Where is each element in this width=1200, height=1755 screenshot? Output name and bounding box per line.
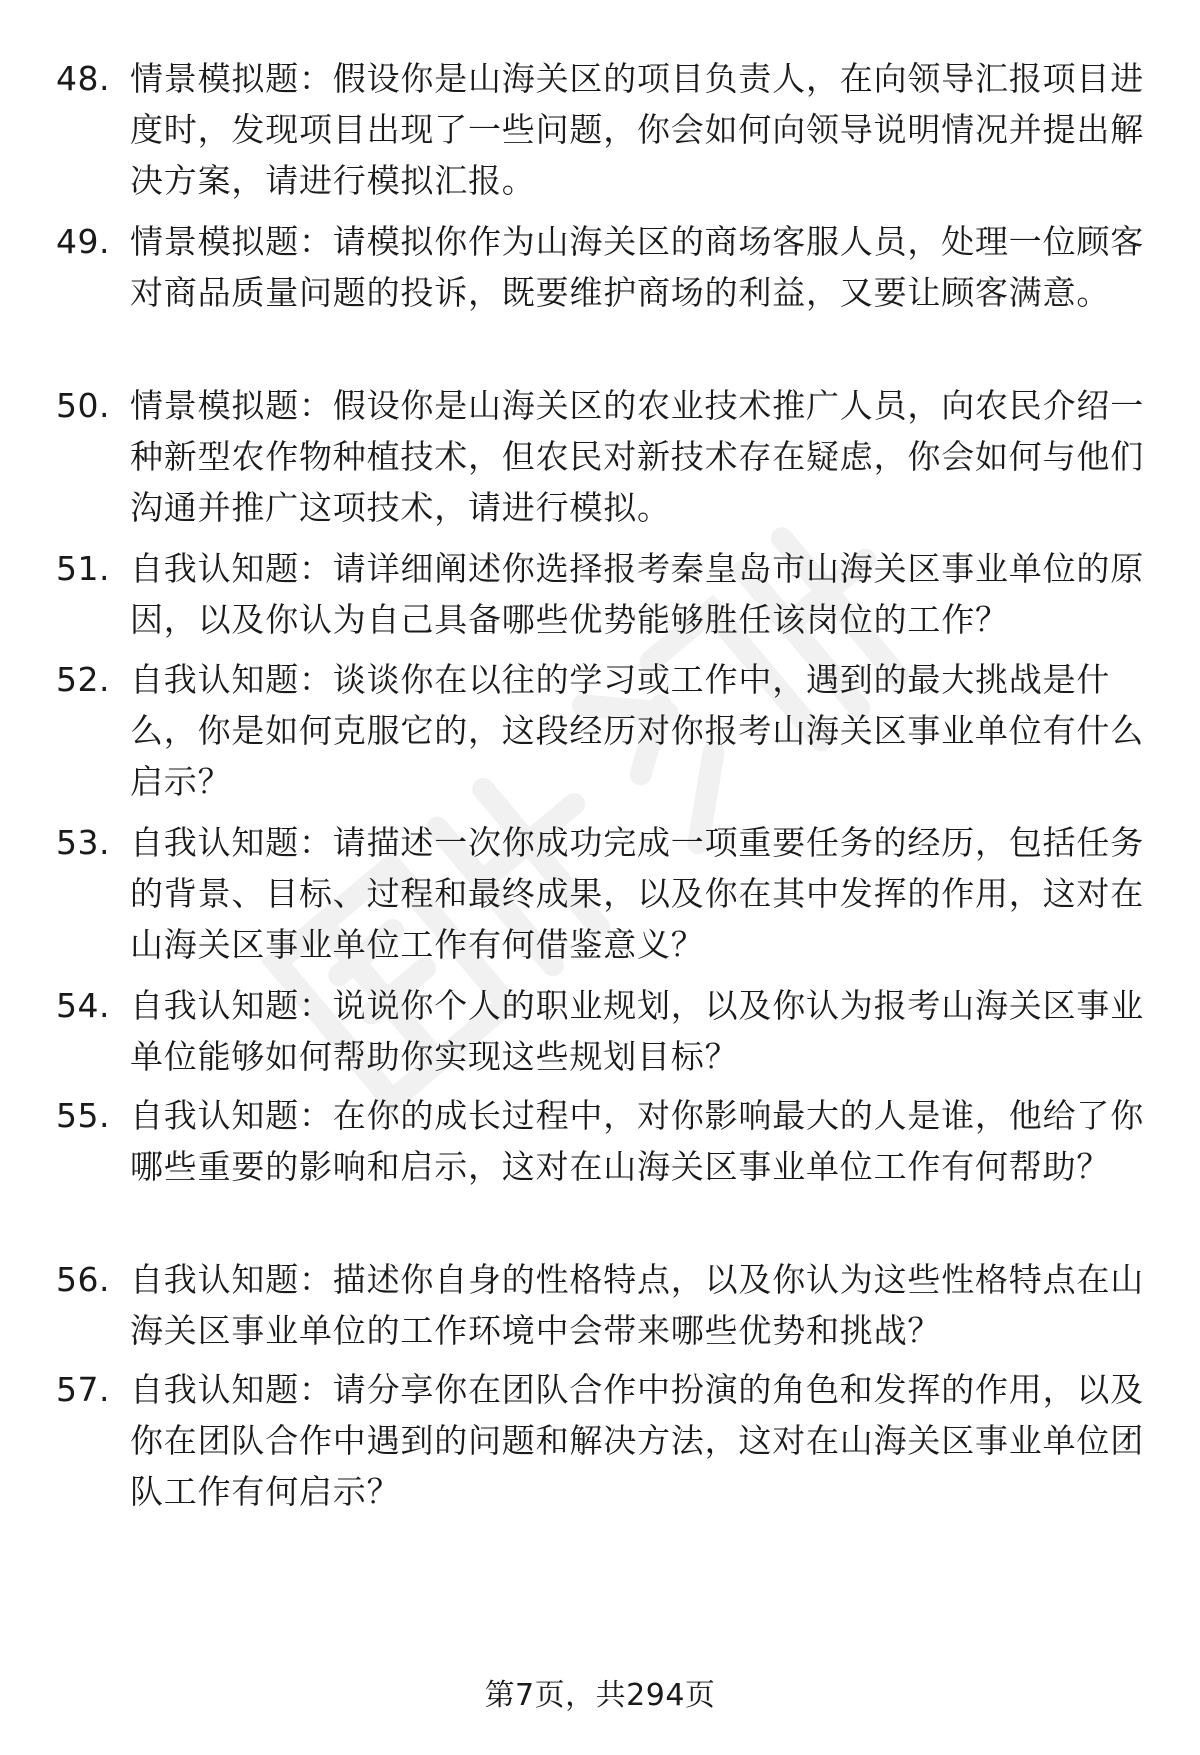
question-number: 57. [56,1370,110,1409]
question-text: 自我认知题：在你的成长过程中，对你影响最大的人是谁，他给了你哪些重要的影响和启示，这对在山海关区事业单位工作有何帮助？ [130,1096,1144,1186]
question-number: 50. [56,386,110,425]
page-number: 第7页，共294页 [484,1678,716,1713]
question-text: 自我认知题：请详细阐述你选择报考秦皇岛市山海关区事业单位的原因，以及你认为自己具备哪些优势能够胜任该岗位的工作？ [130,549,1144,639]
question-number: 51. [56,549,110,588]
question-number: 56. [56,1260,110,1299]
question-text: 自我认知题：请描述一次你成功完成一项重要任务的经历，包括任务的背景、目标、过程和最终成果，以及你在其中发挥的作用，这对在山海关区事业单位工作有何借鉴意义？ [130,823,1144,964]
question-number: 53. [56,823,110,862]
question-text: 自我认知题：描述你自身的性格特点，以及你认为这些性格特点在山海关区事业单位的工作环境中会带来哪些优势和挑战？ [130,1260,1144,1350]
question-text: 自我认知题：说说你个人的职业规划，以及你认为报考山海关区事业单位能够如何帮助你实现这些规划目标？ [130,986,1144,1076]
question-text: 情景模拟题：请模拟你作为山海关区的商场客服人员，处理一位顾客对商品质量问题的投诉，既要维护商场的利益，又要让顾客满意。 [130,222,1144,312]
question-number: 55. [56,1096,110,1135]
question-number: 52. [56,660,110,699]
question-text: 情景模拟题：假设你是山海关区的项目负责人，在向领导汇报项目进度时，发现项目出现了一些问题，你会如何向领导说明情况并提出解决方案，请进行模拟汇报。 [130,59,1144,200]
question-text: 自我认知题：请分享你在团队合作中扮演的角色和发挥的作用，以及你在团队合作中遇到的问题和解决方法，这对在山海关区事业单位团队工作有何启示？ [130,1370,1144,1511]
question-number: 54. [56,986,110,1025]
question-text: 自我认知题：谈谈你在以往的学习或工作中，遇到的最大挑战是什么，你是如何克服它的，这段经历对你报考山海关区事业单位有什么启示？ [130,660,1144,801]
question-number: 49. [56,222,110,261]
question-number: 48. [56,59,110,98]
question-text: 情景模拟题：假设你是山海关区的农业技术推广人员，向农民介绍一种新型农作物种植技术，但农民对新技术存在疑虑，你会如何与他们沟通并推广这项技术，请进行模拟。 [130,386,1144,527]
